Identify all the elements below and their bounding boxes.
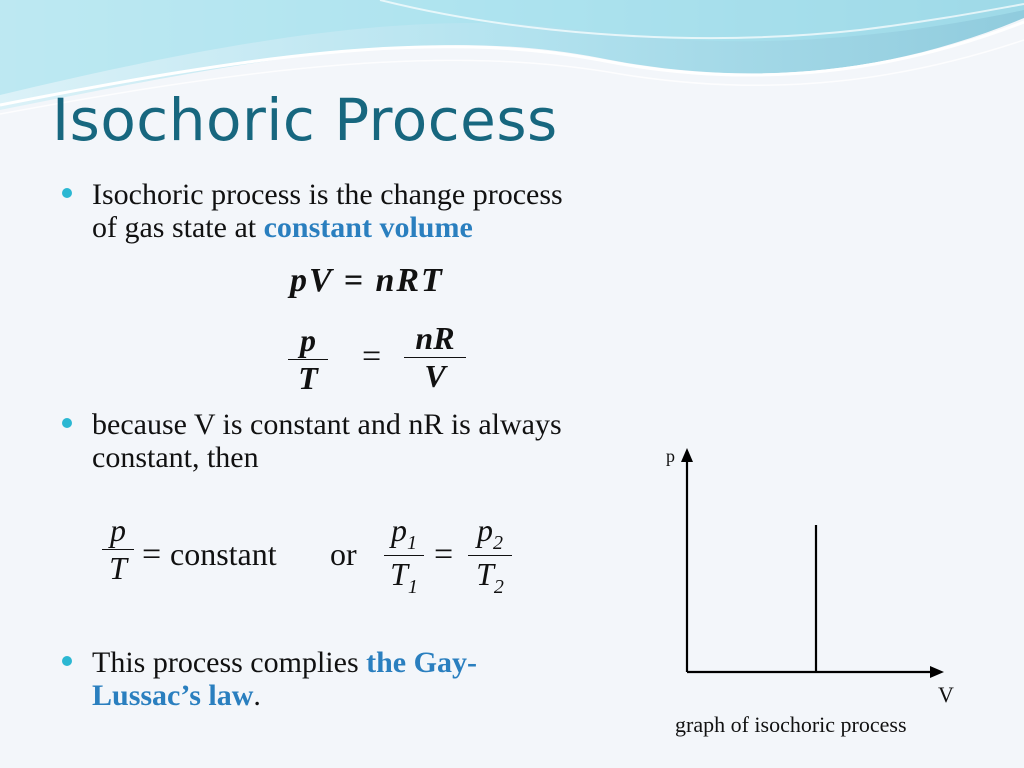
isochoric-graph [650, 440, 980, 710]
or-word: or [330, 536, 357, 572]
y-axis-label: p [666, 446, 675, 466]
bullet-gay-lussac [92, 646, 562, 712]
gay-lussac-period: . [253, 679, 261, 712]
fraction-numerator: $p_2$ [477, 512, 503, 554]
fraction-numerator: nR [415, 320, 455, 356]
fraction-numerator: $p_1$ [391, 512, 417, 554]
bullet-condition: because V is constant and nR is always constant, then [92, 408, 562, 474]
x-axis-label: V [938, 682, 954, 707]
fraction-p-over-t-law [102, 512, 134, 587]
fraction-numerator: p [300, 322, 316, 358]
fraction-p1-over-t1 [384, 512, 424, 599]
definition-highlight: constant volume [263, 211, 473, 244]
fraction-denominator: $T_2$ [476, 556, 504, 598]
fraction-p-over-t [288, 322, 328, 397]
bullet-dot [62, 188, 72, 198]
fraction-denominator: V [424, 358, 446, 394]
fraction-nr-over-v [404, 320, 466, 395]
fraction-numerator: p [110, 512, 126, 548]
fraction-denominator: $T_1$ [390, 556, 418, 598]
equals-sign: = [362, 338, 382, 375]
bullet-definition [92, 178, 572, 244]
slide-title: Isochoric Process [52, 86, 558, 154]
y-axis-arrow-icon [681, 448, 693, 462]
gay-lussac-text: This process complies [92, 646, 367, 679]
fraction-p2-over-t2 [468, 512, 512, 599]
gay-lussac-highlight: the Gay-Lussac’s law [92, 646, 477, 712]
x-axis-arrow-icon [930, 666, 944, 678]
ideal-gas-equation: pV = nRT [290, 262, 444, 299]
equals-sign: = [434, 536, 454, 573]
fraction-denominator: T [109, 550, 127, 586]
definition-text: Isochoric process is the change process of gas state at [92, 178, 563, 244]
constant-word: constant [170, 536, 277, 572]
graph-caption: graph of isochoric process [675, 712, 907, 737]
bullet-dot [62, 418, 72, 428]
equals-sign: = [142, 536, 162, 573]
bullet-dot [62, 656, 72, 666]
fraction-denominator: T [298, 360, 318, 396]
